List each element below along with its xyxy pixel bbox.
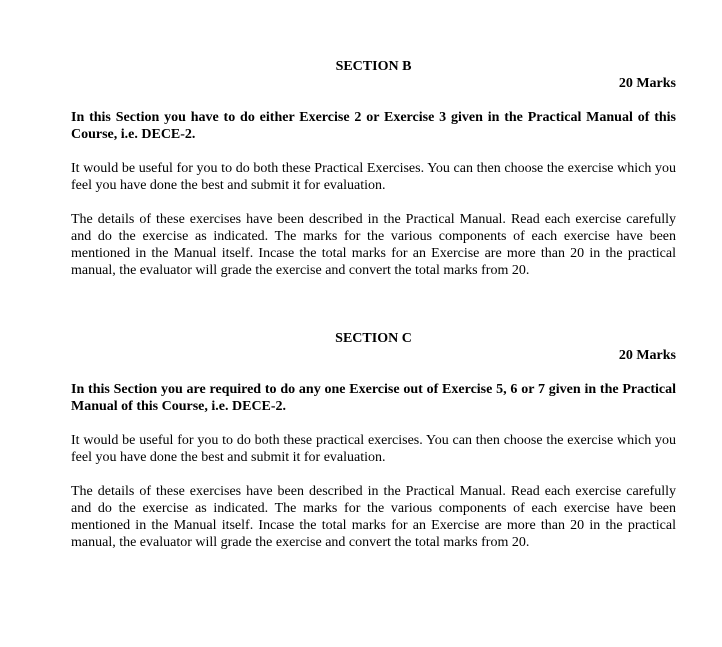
- section-c-paragraph-2: The details of these exercises have been described in the Practical Manual. Read each exercise carefully and do the exercise as indicated. The marks for the various components of each exercise have been mentioned in the Manual itself. Incase the total marks for an Exercise are more than 20 in the practical manual, the evaluator will grade the exercise and convert the total marks from 20.: [71, 484, 676, 550]
- section-b-paragraph-1: It would be useful for you to do both these Practical Exercises. You can then choose the exercise which you feel you have done the best and submit it for evaluation.: [71, 161, 676, 193]
- section-b-paragraph-2: The details of these exercises have been described in the Practical Manual. Read each exercise carefully and do the exercise as indicated. The marks for the various components of each exercise have been mentioned in the Manual itself. Incase the total marks for an Exercise are more than 20 in the practical manual, the evaluator will grade the exercise and convert the total marks from 20.: [71, 212, 676, 278]
- section-c-instruction: In this Section you are required to do any one Exercise out of Exercise 5, 6 or 7 given in the Practical Manual of this Course, i.e. DECE-2.: [71, 382, 676, 414]
- document-page: [71, 58, 676, 551]
- section-b: [71, 58, 676, 279]
- section-b-marks: 20 Marks: [618, 76, 676, 91]
- section-c-paragraph-1: It would be useful for you to do both these practical exercises. You can then choose the exercise which you feel you have done the best and submit it for evaluation.: [71, 433, 676, 465]
- section-c: [71, 330, 676, 551]
- section-c-title: SECTION C: [335, 331, 412, 346]
- section-c-marks: 20 Marks: [618, 348, 676, 363]
- section-b-instruction: In this Section you have to do either Exercise 2 or Exercise 3 given in the Practical Manual of this Course, i.e. DECE-2.: [71, 110, 676, 142]
- section-b-title: SECTION B: [335, 59, 412, 74]
